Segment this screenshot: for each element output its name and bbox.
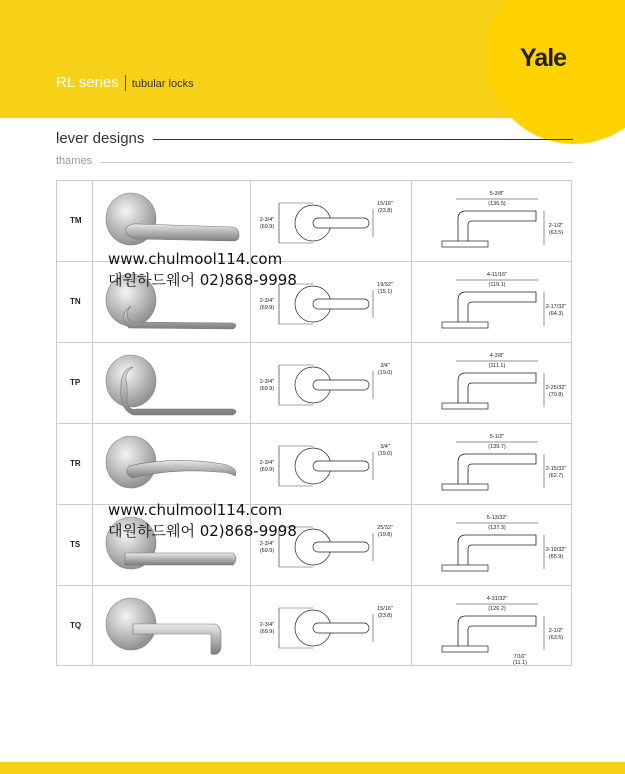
style-rule (100, 162, 573, 163)
series-title (56, 74, 194, 91)
top-view-cell (412, 586, 571, 666)
watermark-1 (108, 249, 297, 291)
side-dim-mm-label: (69.9) (259, 467, 275, 473)
lever-code: TN (70, 297, 81, 306)
height-label: 2-1/2" (548, 628, 564, 634)
side-dim-label: 2-3/4" (259, 460, 275, 466)
side-dim-label: 2-3/4" (259, 379, 275, 385)
extra-dim-label: 7/16" (513, 654, 527, 660)
height-label: 2-17/32" (545, 304, 567, 310)
rose-shape (106, 436, 156, 488)
height-mm-label: (70.8) (548, 392, 564, 398)
projection-mm-label: (19.0) (377, 370, 393, 376)
footer-yellow-bar (0, 762, 625, 774)
length-label: 4-31/32" (486, 596, 508, 602)
length-label: 4-3/8" (489, 353, 505, 359)
height-label: 2-19/32" (545, 547, 567, 553)
top-view-cell (412, 424, 571, 504)
side-dim-mm-label: (69.9) (259, 305, 275, 311)
watermark-url: www.chulmool114.com (108, 501, 283, 519)
top-view-drawing (412, 262, 571, 342)
length-mm-label: (136.5) (488, 201, 506, 207)
side-dim-label: 2-3/4" (259, 298, 275, 304)
projection-label: 19/32" (377, 282, 393, 288)
lever-handle-shape (125, 553, 236, 565)
lever-photo-cell (93, 343, 251, 423)
length-mm-label: (126.2) (488, 606, 506, 612)
side-dim-label: 2-3/4" (259, 217, 275, 223)
code-cell (57, 505, 93, 585)
projection-label: 3/4" (380, 363, 390, 369)
top-view-cell (412, 262, 571, 342)
section-title: lever designs (56, 130, 145, 147)
length-label: 5-1/2" (489, 434, 505, 440)
top-view-drawing (412, 424, 571, 504)
length-label: 4-11/16" (486, 272, 508, 278)
top-view-drawing (412, 586, 571, 666)
length-label: 5-3/8" (489, 191, 505, 197)
length-mm-label: (119.1) (488, 282, 506, 288)
style-name: thames (56, 155, 93, 167)
table-row (57, 424, 571, 505)
lever-code: TR (70, 459, 81, 468)
top-view-cell (412, 343, 571, 423)
projection-label: 15/16" (377, 606, 393, 612)
title-divider (125, 75, 126, 91)
side-view-cell (251, 424, 412, 504)
length-label: 5-13/32" (486, 515, 508, 521)
length-mm-label: (111.1) (488, 363, 506, 369)
side-view-drawing (251, 424, 412, 504)
section-rule (153, 139, 573, 140)
watermark-phone: 대원하드웨어 02)868-9998 (108, 271, 297, 289)
lever-handle-shape (127, 460, 236, 478)
projection-label: 3/4" (380, 444, 390, 450)
lever-photo (93, 586, 251, 666)
length-mm-label: (137.3) (488, 525, 506, 531)
height-label: 2-25/32" (545, 385, 567, 391)
height-label: 2-15/32" (545, 466, 567, 472)
side-dim-mm-label: (69.9) (259, 386, 275, 392)
code-cell (57, 424, 93, 504)
top-view-drawing (412, 343, 571, 423)
projection-mm-label: (15.1) (377, 289, 393, 295)
side-view-drawing (251, 343, 412, 423)
yale-logo-text: Yale (520, 44, 567, 72)
code-cell (57, 181, 93, 261)
lever-photo (93, 343, 251, 423)
height-mm-label: (63.5) (548, 635, 564, 641)
watermark-url: www.chulmool114.com (108, 250, 283, 268)
side-view-drawing (251, 586, 412, 666)
height-mm-label: (62.7) (548, 473, 564, 479)
side-dim-label: 2-3/4" (259, 541, 275, 547)
watermark-phone: 대원하드웨어 02)868-9998 (108, 522, 297, 540)
top-view-drawing (412, 181, 571, 261)
code-cell (57, 343, 93, 423)
side-view-cell (251, 343, 412, 423)
rose-shape (106, 355, 156, 407)
code-cell (57, 262, 93, 342)
length-mm-label: (139.7) (488, 444, 506, 450)
projection-label: 15/16" (377, 201, 393, 207)
top-view-cell (412, 505, 571, 585)
lever-code: TS (70, 540, 81, 549)
projection-mm-label: (19.0) (377, 451, 393, 457)
projection-label: 25/32" (377, 525, 393, 531)
side-dim-mm-label: (69.9) (259, 548, 275, 554)
side-dim-label: 2-3/4" (259, 622, 275, 628)
projection-mm-label: (23.8) (377, 208, 393, 214)
lever-handle-shape (125, 224, 239, 241)
height-mm-label: (65.9) (548, 554, 564, 560)
lever-photo-cell (93, 586, 251, 666)
side-dim-mm-label: (69.9) (259, 224, 275, 230)
top-view-drawing (412, 505, 571, 585)
height-mm-label: (63.5) (548, 230, 564, 236)
extra-dim-mm-label: (11.1) (513, 660, 527, 666)
table-row (57, 586, 571, 667)
projection-mm-label: (19.8) (377, 532, 393, 538)
lever-code: TM (70, 216, 82, 225)
side-dim-mm-label: (69.9) (259, 629, 275, 635)
lever-code: TQ (70, 621, 82, 630)
lever-photo-cell (93, 424, 251, 504)
height-label: 2-1/2" (548, 223, 564, 229)
projection-mm-label: (23.8) (377, 613, 393, 619)
series-name: RL series (56, 74, 119, 91)
lever-photo (93, 424, 251, 504)
top-view-cell (412, 181, 571, 261)
series-subtitle: tubular locks (131, 78, 194, 90)
height-mm-label: (64.3) (548, 311, 564, 317)
table-row (57, 343, 571, 424)
lever-code: TP (70, 378, 81, 387)
side-view-cell (251, 586, 412, 666)
watermark-2 (108, 500, 297, 542)
code-cell (57, 586, 93, 666)
